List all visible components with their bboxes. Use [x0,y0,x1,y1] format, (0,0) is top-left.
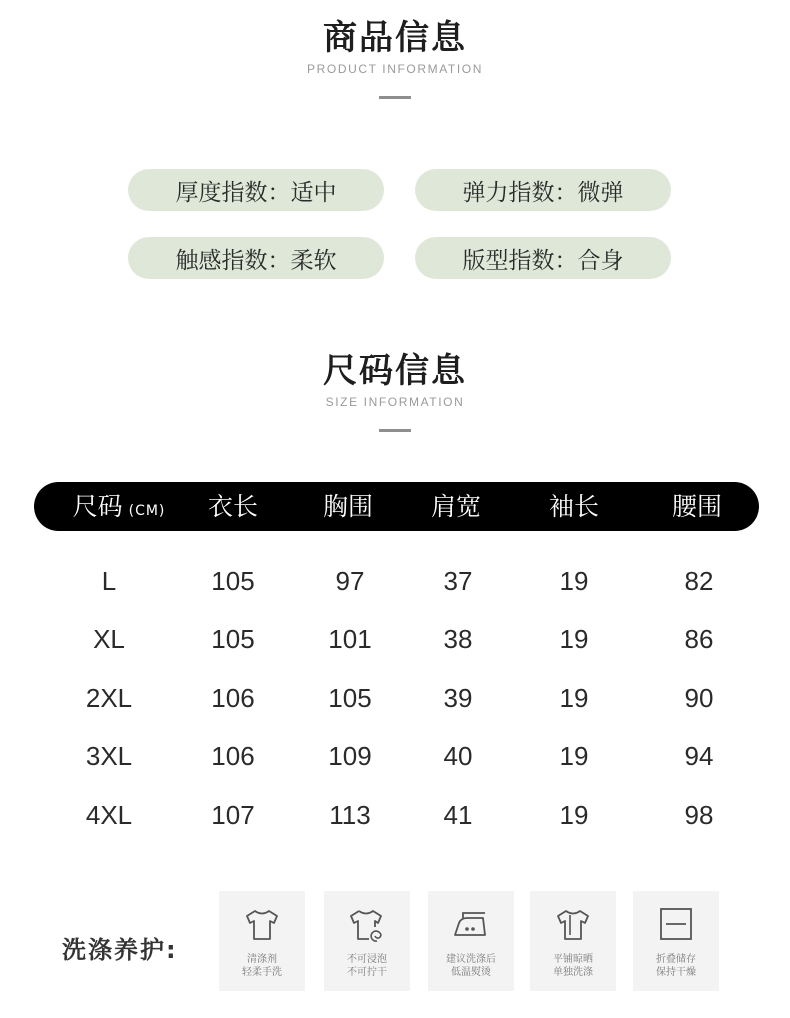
attribute-elasticity: 弹力指数：微弹 [415,169,671,211]
table-row [0,619,790,659]
size-info-title: 尺码信息 [323,351,467,391]
cell-sleeve: 19 [559,800,589,830]
cell-size: 4XL [85,800,133,830]
header-size [73,482,166,531]
header-waist: 腰围 [671,492,723,521]
cell-size: L [101,566,117,596]
header-unit: (CM) [128,503,166,519]
cell-chest: 101 [328,624,372,654]
care-text-line2: 低温熨烫 [451,967,491,978]
size-info-subtitle: SIZE INFORMATION [325,395,465,409]
attribute-feel: 触感指数：柔软 [128,237,384,279]
fold-icon [656,905,696,945]
no-soak-icon [347,905,387,945]
care-text-line1: 折叠储存 [656,954,696,965]
table-row [0,561,790,601]
cell-sleeve: 19 [559,741,589,771]
care-item-lay-flat [530,891,616,991]
cell-size: 2XL [85,683,133,713]
care-item-hand-wash [219,891,305,991]
care-item-no-soak [324,891,410,991]
cell-length: 106 [211,741,255,771]
cell-chest: 97 [335,566,365,596]
cell-chest: 109 [328,741,372,771]
cell-waist: 94 [684,741,714,771]
divider [379,429,411,432]
cell-shoulder: 38 [443,624,473,654]
cell-sleeve: 19 [559,683,589,713]
cell-shoulder: 41 [443,800,473,830]
care-text-line1: 清涤剂 [247,954,277,965]
divider [379,96,411,99]
cell-length: 105 [211,566,255,596]
table-row [0,736,790,776]
header-shoulder: 肩宽 [430,492,482,521]
cell-waist: 82 [684,566,714,596]
cell-shoulder: 40 [443,741,473,771]
cell-waist: 98 [684,800,714,830]
care-text-line2: 轻柔手洗 [242,967,282,978]
attribute-fit: 版型指数：合身 [415,237,671,279]
tshirt-icon [242,905,282,945]
care-item-fold [633,891,719,991]
care-text-line2: 保持干燥 [656,967,696,978]
table-row [0,678,790,718]
care-label: 洗涤养护: [62,936,178,964]
cell-chest: 105 [328,683,372,713]
cell-size: XL [93,624,125,654]
cell-sleeve: 19 [559,566,589,596]
cell-shoulder: 39 [443,683,473,713]
cell-waist: 86 [684,624,714,654]
size-table-header [34,482,759,531]
cell-sleeve: 19 [559,624,589,654]
care-text-line2: 不可拧干 [347,967,387,978]
cell-length: 106 [211,683,255,713]
care-text-line1: 平铺晾晒 [553,954,593,965]
header-sleeve: 袖长 [548,492,600,521]
attribute-thickness: 厚度指数：适中 [128,169,384,211]
header-size-label: 尺码 [72,492,123,521]
cell-length: 107 [211,800,255,830]
cell-size: 3XL [85,741,133,771]
care-text-line1: 不可浸泡 [347,954,387,965]
header-chest: 胸围 [322,492,374,521]
care-text-line2: 单独洗涤 [553,967,593,978]
cell-length: 105 [211,624,255,654]
cell-chest: 113 [329,800,371,830]
product-info-subtitle: PRODUCT INFORMATION [307,62,483,76]
care-item-iron [428,891,514,991]
product-info-header [0,18,790,99]
product-info-title: 商品信息 [323,18,467,58]
size-info-header [0,351,790,432]
care-text-line1: 建议洗涤后 [446,954,496,965]
iron-icon [451,905,491,945]
header-length: 衣长 [207,492,259,521]
lay-flat-icon [553,905,593,945]
table-row [0,795,790,835]
cell-waist: 90 [684,683,714,713]
cell-shoulder: 37 [443,566,473,596]
